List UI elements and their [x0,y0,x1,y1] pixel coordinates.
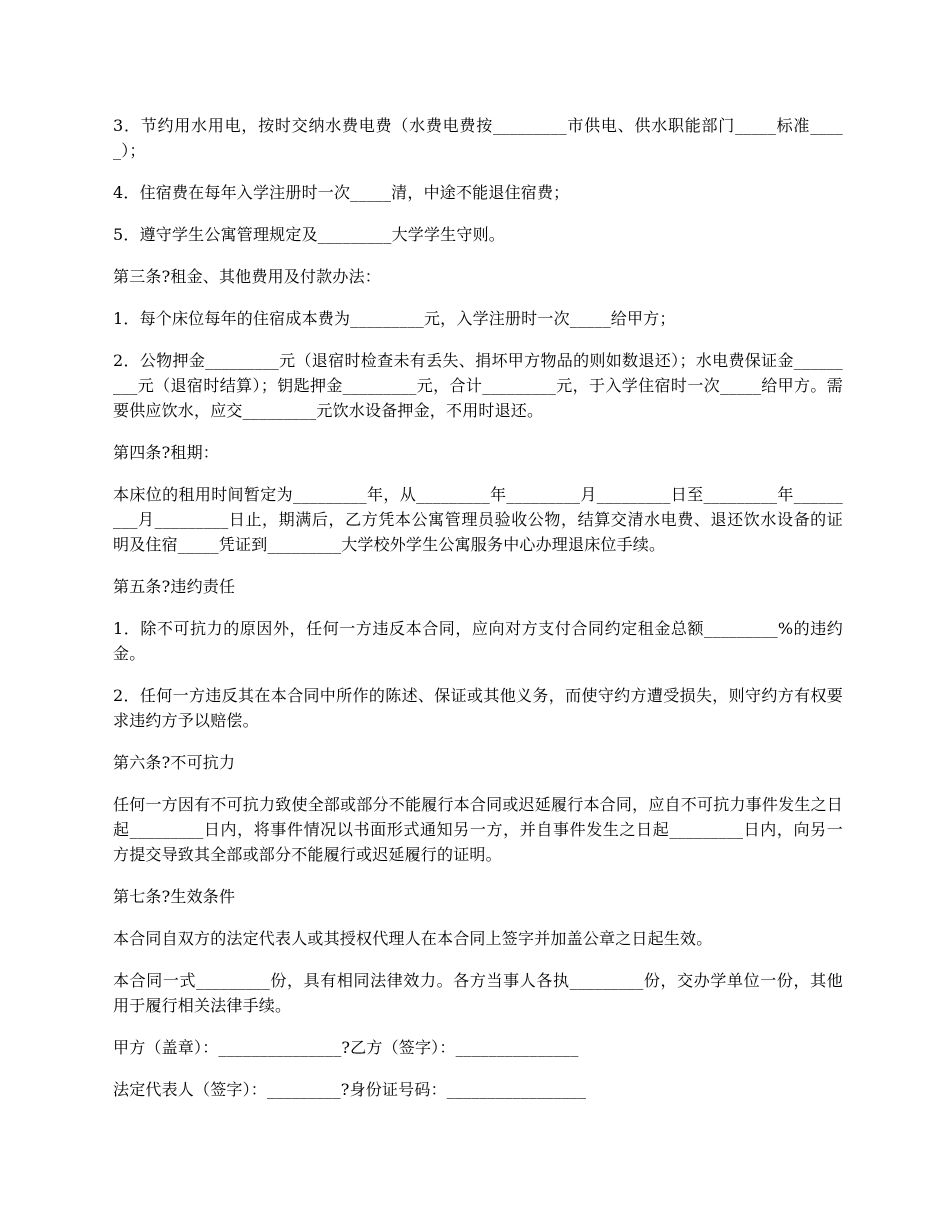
article-3-item-2: 2．公物押金_________元（退宿时检查未有丢失、捐坏甲方物品的则如数退还）；水电费保证金_________元（退宿时结算）；钥匙押金_________元，合计_________元，于入学住宿时一次_____给甲方。需要供应饮水，应交_________元饮水设备押金，不用时退还。 [113,351,843,420]
contract-page [113,113,843,1119]
signature-line-parties: 甲方（盖章）：_______________?乙方（签字）：_______________ [113,1038,579,1057]
article-4-body: 本床位的租用时间暂定为_________年，从_________年_________月_________日至_________年_________月_________日止，期满后，乙方凭本公寓管理员验收公物，结算交清水电费、退还饮水设备的证明及住宿_____凭证到_________大学校外学生公寓服务中心办理退床位手续。 [113,485,843,554]
clause-3-utilities: 3．节约用水用电，按时交纳水费电费（水费电费按_________市供电、供水职能部门_____标准_____）； [113,116,843,160]
article-3-heading: 第三条?租金、其他费用及付款办法： [113,267,381,286]
article-5-item-1: 1．除不可抗力的原因外，任何一方违反本合同，应向对方支付合同约定租金总额_________%的违约金。 [113,619,843,663]
article-7-heading: 第七条?生效条件 [113,887,236,906]
article-5-item-2: 2．任何一方违反其在本合同中所作的陈述、保证或其他义务，而使守约方遭受损失，则守约方有权要求违约方予以赔偿。 [113,686,843,730]
article-3-item-1: 1．每个床位每年的住宿成本费为_________元，入学注册时一次_____给甲方； [113,309,676,328]
clause-4-accommodation-fee: 4．住宿费在每年入学注册时一次_____清，中途不能退住宿费； [113,183,570,202]
article-5-heading: 第五条?违约责任 [113,577,236,596]
copies-clause: 本合同一式_________份，具有相同法律效力。各方当事人各执_________份，交办学单位一份，其他用于履行相关法律手续。 [113,971,843,1015]
article-6-heading: 第六条?不可抗力 [113,753,236,772]
clause-5-rules: 5．遵守学生公寓管理规定及_________大学学生守则。 [113,225,505,244]
article-6-body: 任何一方因有不可抗力致使全部或部分不能履行本合同或迟延履行本合同，应自不可抗力事件发生之日起_________日内，将事件情况以书面形式通知另一方，并自事件发生之日起_________日内，向另一方提交导致其全部或部分不能履行或迟延履行的证明。 [113,795,843,864]
signature-line-representative: 法定代表人（签字）：_________?身份证号码：_________________ [113,1080,587,1099]
article-7-body: 本合同自双方的法定代表人或其授权代理人在本合同上签字并加盖公章之日起生效。 [113,929,713,948]
article-4-heading: 第四条?租期： [113,443,219,462]
